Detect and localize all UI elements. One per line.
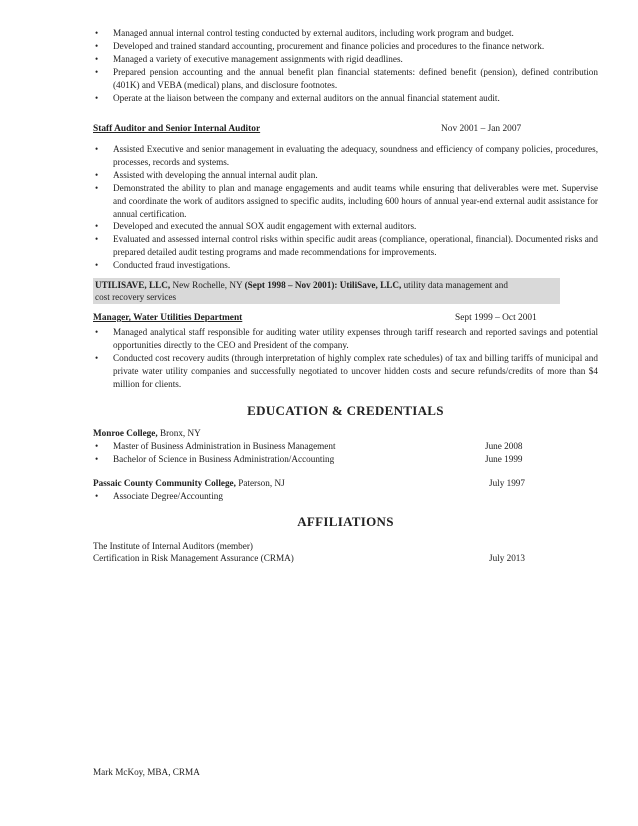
degree-row (93, 491, 598, 504)
degree-date: June 2008 (485, 441, 523, 451)
list-item: • Prepared pension accounting and the annual benefit plan financial statements: defined benefit (pension), defined contribution (401K) and VEBA (medical) plans, and disclosure footnotes. (93, 66, 598, 92)
school-date: July 1997 (489, 478, 525, 488)
employer-banner (93, 278, 560, 304)
job-header-water-utilities (93, 313, 598, 326)
list-item: • Developed and executed the annual SOX audit engagement with external auditors. (93, 220, 598, 233)
school-name: Monroe College, (93, 428, 158, 438)
degree-row (93, 454, 598, 467)
job-header-staff-auditor (93, 124, 598, 137)
page-footer: Mark McKoy, MBA, CRMA (93, 767, 200, 777)
degree-date: June 1999 (485, 454, 523, 464)
bullet-list (93, 143, 598, 272)
list-item: • Managed a variety of executive management assignments with rigid deadlines. (93, 53, 598, 66)
affiliation-row (93, 553, 598, 566)
list-item: • Conducted fraud investigations. (93, 259, 598, 272)
employer-description-line-2: cost recovery services (95, 292, 177, 302)
job-title: Staff Auditor and Senior Internal Auditor (93, 124, 261, 134)
degree-row (93, 441, 598, 454)
list-item: • Conducted cost recovery audits (through interpretation of highly complex rate schedules) of tax and billing tariffs of municipal and private water utility companies and successfully negotiated to uncover hidden costs and secure refunds/credits of more than $4 million for clients. (93, 352, 598, 391)
employer-description: utility data management and (401, 280, 508, 290)
school-passaic (93, 478, 598, 491)
bullet-icon: • (95, 441, 99, 451)
employer-line-1 (95, 279, 560, 291)
list-item: • Demonstrated the ability to plan and manage engagements and audit teams while ensuring that deliverables were met. Supervise and coordinate the work of auditors assigned to specific audits, including 600 hours of annual year-end external audit assistance for annual certification. (93, 182, 598, 221)
list-item: • Managed analytical staff responsible for auditing water utility expenses through tariff research and reported savings and potential opportunities directly to the CEO and President of the company. (93, 326, 598, 352)
school-monroe (93, 428, 598, 441)
job-title: Manager, Water Utilities Department (93, 313, 243, 323)
list-item: • Developed and trained standard accounting, procurement and finance policies and procedures to the finance network. (93, 40, 598, 53)
bullet-icon: • (95, 491, 99, 501)
job-bullets-staff-auditor (93, 143, 598, 272)
job-dates: Sept 1999 – Oct 2001 (455, 313, 537, 323)
list-item: • Evaluated and assessed internal control risks within specific audit areas (compliance, operational, financial). Documented risks and prepared detailed audit testing programs and made recommendations for improvements. (93, 233, 598, 259)
school-name: Passaic County Community College, (93, 478, 236, 488)
school-location: Paterson, NJ (235, 478, 285, 488)
employer-period: (Sept 1998 – Nov 2001): (244, 280, 338, 290)
school-location: Bronx, NY (157, 428, 201, 438)
list-item: • Assisted with developing the annual internal audit plan. (93, 169, 598, 182)
affiliations-heading: AFFILIATIONS (297, 514, 394, 529)
degree-name: Bachelor of Science in Business Administration/Accounting (113, 454, 335, 464)
certification-name: Certification in Risk Management Assurance (CRMA) (93, 553, 294, 563)
bullet-list (93, 27, 598, 104)
employer-location: New Rochelle, NY (170, 280, 245, 290)
list-item: • Operate at the liaison between the company and external auditors on the annual financial statement audit. (93, 92, 598, 105)
affiliation-name: The Institute of Internal Auditors (member) (93, 541, 253, 551)
job-dates: Nov 2001 – Jan 2007 (441, 124, 522, 134)
degree-name: Master of Business Administration in Business Management (113, 441, 336, 451)
bullet-list (93, 326, 598, 391)
job-bullets-water-utilities (93, 326, 598, 391)
employer-name-2: UtiliSave, LLC, (337, 280, 402, 290)
employer-name: UTILISAVE, LLC, (95, 280, 171, 290)
list-item: • Assisted Executive and senior management in evaluating the adequacy, soundness and efficiency of company policies, procedures, processes, records and systems. (93, 143, 598, 169)
previous-job-bullets (93, 27, 598, 104)
certification-date: July 2013 (489, 553, 525, 563)
degree-name: Associate Degree/Accounting (113, 491, 223, 501)
education-heading: EDUCATION & CREDENTIALS (247, 403, 444, 418)
list-item: • Managed annual internal control testing conducted by external auditors, including work program and budget. (93, 27, 598, 40)
bullet-icon: • (95, 454, 99, 464)
